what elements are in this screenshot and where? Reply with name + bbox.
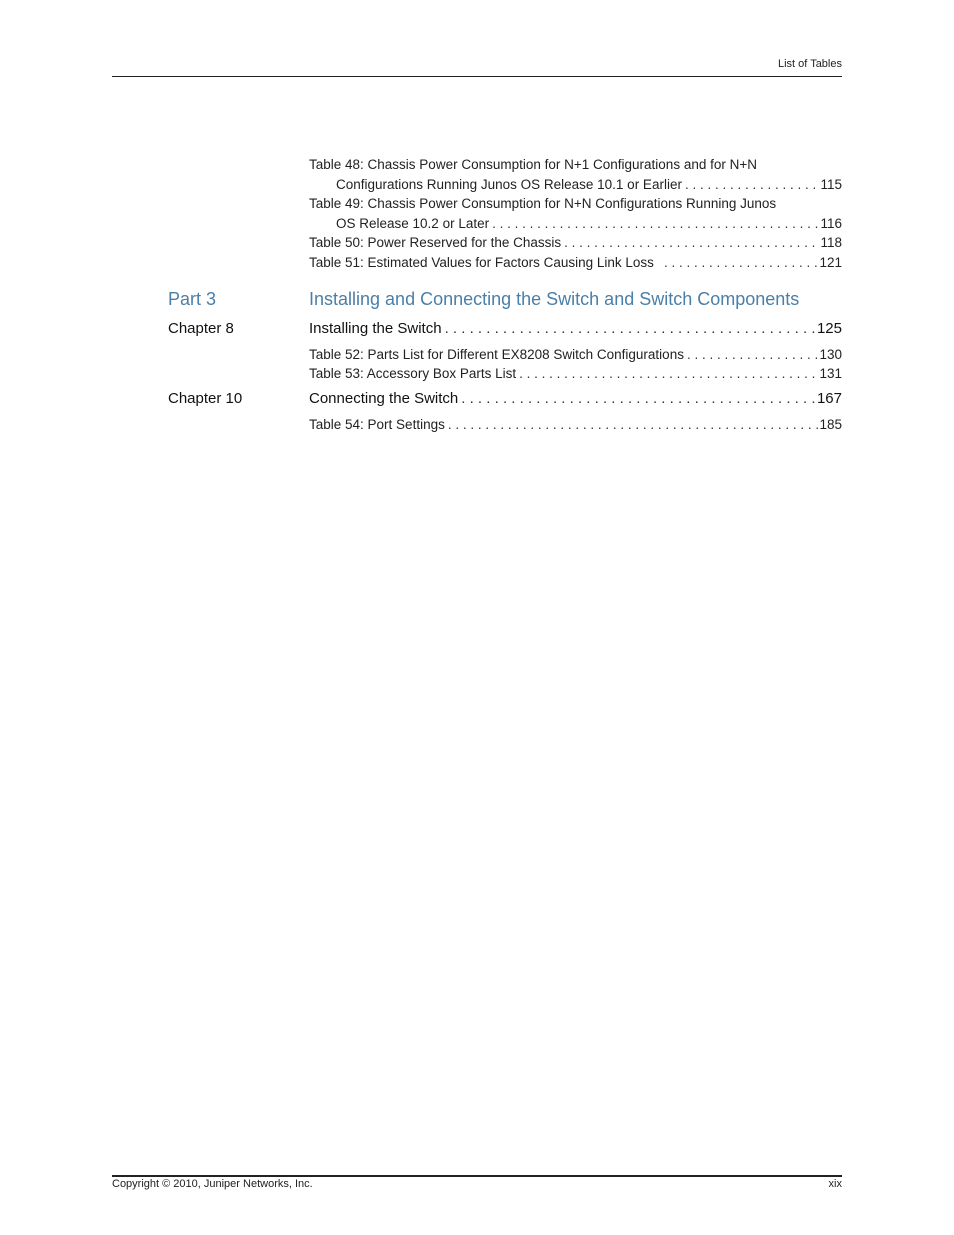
- toc-entry-table-51[interactable]: [309, 253, 842, 273]
- dot-leader: [445, 415, 820, 435]
- chapter-label: Chapter 10: [168, 390, 243, 407]
- page-number: 125: [816, 320, 842, 337]
- toc-entry-text: Table 50: Power Reserved for the Chassis: [309, 235, 562, 250]
- dot-leader: [561, 233, 820, 253]
- page-number-footer: xix: [828, 1178, 842, 1190]
- page-number: 116: [820, 215, 842, 231]
- header-rule: [112, 76, 842, 77]
- toc-entry-table-48[interactable]: [309, 155, 842, 194]
- toc-entry-text: Configurations Running Junos OS Release 10.1 or Earlier: [336, 176, 682, 192]
- chapter-label: Chapter 8: [168, 320, 234, 337]
- copyright-notice: Copyright © 2010, Juniper Networks, Inc.: [112, 1178, 313, 1190]
- toc-entry-text: Table 49: Chassis Power Consumption for N+N Configurations Running Junos: [309, 196, 777, 211]
- toc-entry-table-49[interactable]: [309, 194, 842, 233]
- toc-entry-text: Table 52: Parts List for Different EX8208 Switch Configurations: [309, 347, 684, 362]
- toc-entry-text: Table 54: Port Settings: [309, 417, 445, 432]
- page-number: 130: [819, 347, 842, 362]
- chapter-title: Connecting the Switch: [309, 390, 459, 407]
- toc-entry-table-52[interactable]: [309, 345, 842, 365]
- part-label: Part 3: [168, 289, 217, 309]
- running-header: List of Tables: [777, 58, 842, 70]
- page-number: 115: [820, 176, 842, 192]
- dot-leader: [682, 175, 821, 195]
- dot-leader: [516, 364, 819, 384]
- dot-leader: [442, 319, 817, 339]
- dot-leader: [489, 214, 820, 234]
- footer-rule: [112, 1175, 842, 1177]
- page-number: 185: [819, 417, 842, 432]
- dot-leader: [458, 389, 817, 409]
- chapter-title: Installing the Switch: [309, 320, 442, 337]
- toc-entry-table-50[interactable]: [309, 233, 842, 253]
- toc-entry-text: Table 48: Chassis Power Consumption for N+1 Configurations and for N+N: [309, 157, 757, 172]
- toc-entry-text: OS Release 10.2 or Later: [336, 215, 490, 231]
- dot-leader: [654, 253, 820, 273]
- toc-entry-chapter-8[interactable]: [309, 319, 842, 339]
- toc-entry-text: Table 53: Accessory Box Parts List: [309, 366, 517, 381]
- toc-entry-text: Table 51: Estimated Values for Factors Causing Link Loss: [309, 255, 654, 270]
- toc-entry-chapter-10[interactable]: [309, 389, 842, 409]
- dot-leader: [684, 345, 820, 365]
- page-number: 118: [820, 235, 842, 250]
- page-number: 167: [816, 390, 842, 407]
- page-number: 131: [819, 366, 842, 381]
- toc-entry-table-53[interactable]: [309, 364, 842, 384]
- part-title[interactable]: Installing and Connecting the Switch and Switch Components: [309, 289, 800, 309]
- toc-entry-table-54[interactable]: [309, 415, 842, 435]
- page-number: 121: [819, 255, 842, 270]
